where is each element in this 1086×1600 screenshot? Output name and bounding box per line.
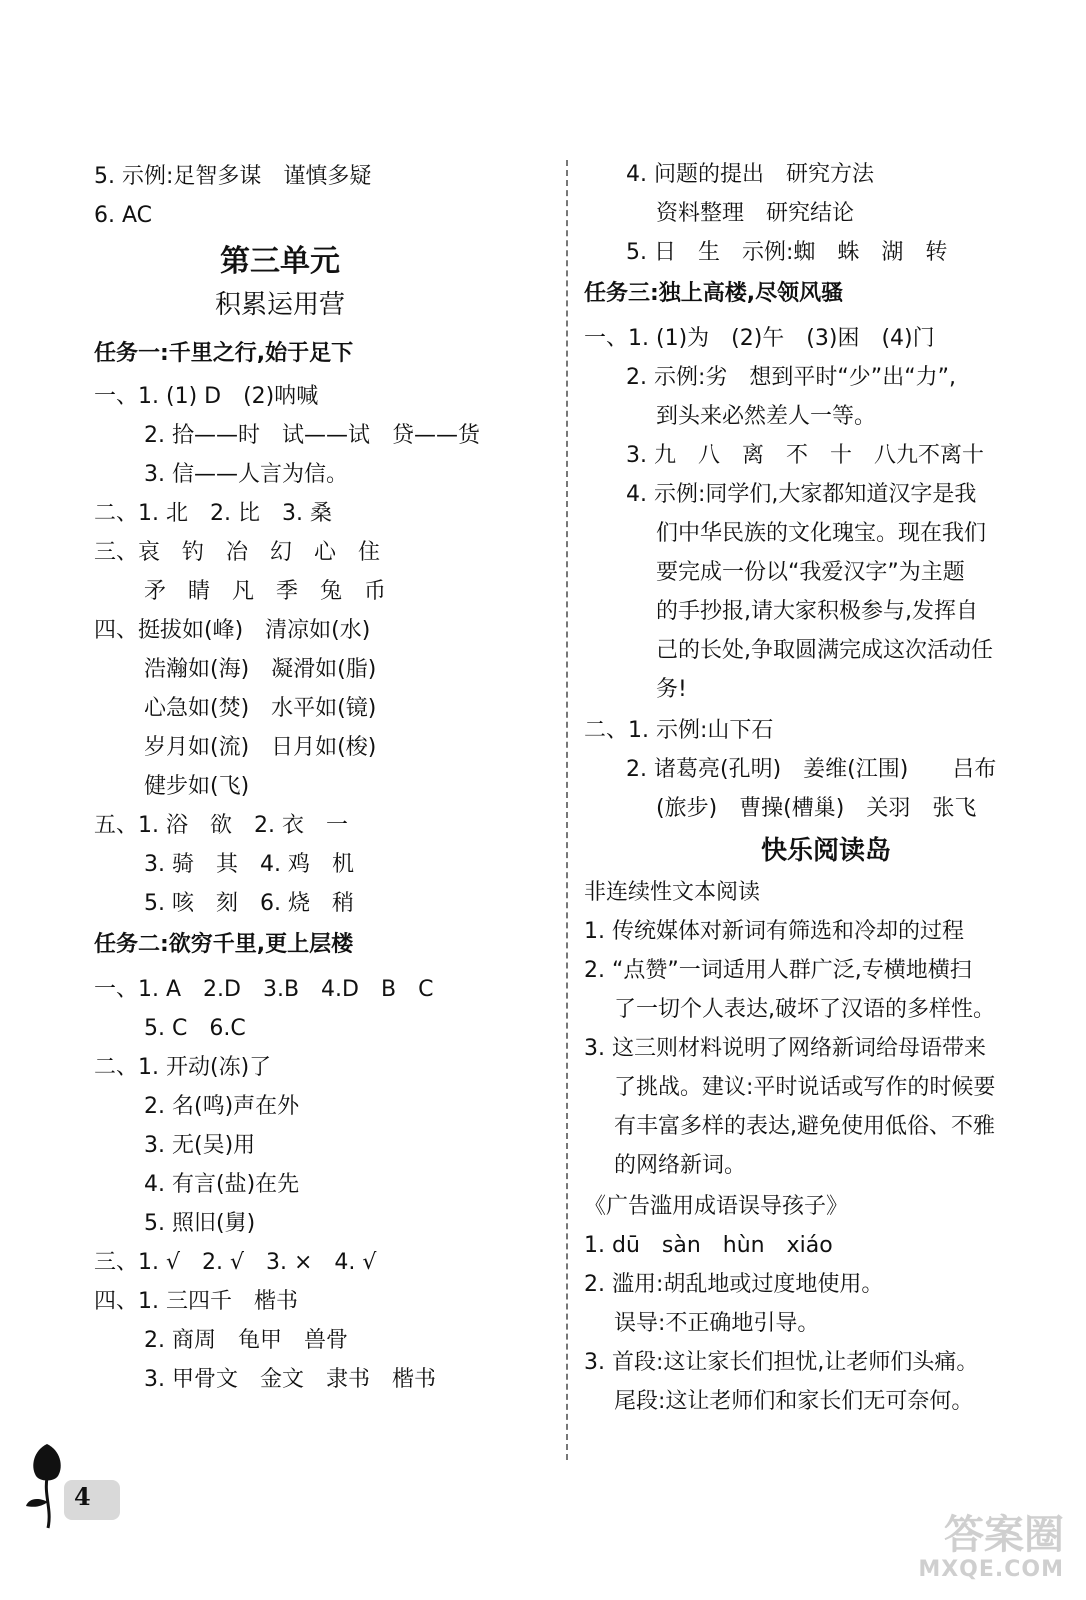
answer-line: 5. 示例:足智多谋 谨慎多疑	[94, 164, 372, 189]
answer-line: 们中华民族的文化瑰宝。现在我们	[656, 521, 987, 546]
answer-line: 3. 这三则材料说明了网络新词给母语带来	[584, 1036, 986, 1061]
answer-line: 1. 传统媒体对新词有筛选和冷却的过程	[584, 919, 964, 944]
answer-line: 4. 有言(盐)在先	[144, 1172, 300, 1197]
answer-line: 二、1. 北 2. 比 3. 桑	[94, 501, 332, 526]
column-divider	[566, 160, 568, 1460]
answer-line: 三、1. √ 2. √ 3. × 4. √	[94, 1250, 377, 1275]
answer-line: 5. 日 生 示例:蜘 蛛 湖 转	[626, 240, 948, 265]
answer-line: (旅步) 曹操(槽巢) 关羽 张飞	[656, 796, 977, 821]
answer-line: 岁月如(流) 日月如(梭)	[144, 735, 377, 760]
answer-line: 一、1. (1)为 (2)午 (3)困 (4)门	[584, 326, 935, 351]
answer-line: 2. 拾——时 试——试 贷——货	[144, 423, 480, 448]
answer-line: 3. 首段:这让家长们担忧,让老师们头痛。	[584, 1350, 979, 1375]
answer-line: 5. 照旧(舅)	[144, 1211, 256, 1236]
section-title: 积累运用营	[214, 290, 345, 320]
answer-line: 3. 信——人言为信。	[144, 462, 348, 487]
answer-line: 6. AC	[94, 203, 153, 228]
answer-line: 浩瀚如(海) 凝滑如(脂)	[144, 657, 377, 682]
answer-line: 误导:不正确地引导。	[614, 1311, 820, 1336]
answer-line: 有丰富多样的表达,避免使用低俗、不雅	[614, 1114, 995, 1139]
answer-line: 3. 九 八 离 不 十 八九不离十	[626, 443, 984, 468]
task-heading: 任务三:独上高楼,尽领风骚	[584, 281, 844, 306]
answer-line: 2. “点赞”一词适用人群广泛,专横地横扫	[584, 958, 972, 983]
answer-line: 心急如(焚) 水平如(镜)	[144, 696, 377, 721]
watermark	[894, 1513, 1064, 1582]
answer-line: 尾段:这让老师们和家长们无可奈何。	[614, 1389, 974, 1414]
answer-line: 3. 无(吴)用	[144, 1133, 256, 1158]
answer-line: 的网络新词。	[614, 1153, 747, 1178]
unit-title: 第三单元	[220, 244, 340, 279]
answer-line: 3. 甲骨文 金文 隶书 楷书	[144, 1367, 436, 1392]
subsection-label: 《广告滥用成语误导孩子》	[584, 1194, 849, 1219]
answer-line: 3. 骑 其 4. 鸡 机	[144, 852, 354, 877]
subsection-label: 非连续性文本阅读	[584, 880, 761, 905]
answer-line: 2. 商周 龟甲 兽骨	[144, 1328, 348, 1353]
answer-line: 5. 咳 刻 6. 烧 稍	[144, 891, 354, 916]
page-number-badge	[64, 1480, 120, 1520]
answer-line: 4. 问题的提出 研究方法	[626, 162, 874, 187]
answer-line: 4. 示例:同学们,大家都知道汉字是我	[626, 482, 977, 507]
watermark-logo: 答案圈	[944, 1512, 1064, 1558]
section-title: 快乐阅读岛	[760, 836, 891, 866]
task-heading: 任务二:欲穷千里,更上层楼	[94, 932, 354, 957]
page-number: 4	[74, 1482, 91, 1511]
answer-line: 务!	[656, 677, 687, 702]
answer-line: 一、1. (1) D (2)呐喊	[94, 384, 319, 409]
answer-line: 二、1. 示例:山下石	[584, 718, 774, 743]
answer-line: 2. 滥用:胡乱地或过度地使用。	[584, 1272, 884, 1297]
answer-line: 己的长处,争取圆满完成这次活动任	[656, 638, 993, 663]
answer-line: 了挑战。建议:平时说话或写作的时候要	[614, 1075, 996, 1100]
answer-line: 矛 睛 凡 季 兔 币	[144, 579, 387, 604]
answer-line: 五、1. 浴 欲 2. 衣 一	[94, 813, 348, 838]
task-heading: 任务一:千里之行,始于足下	[94, 341, 354, 366]
answer-line: 2. 名(鸣)声在外	[144, 1094, 300, 1119]
answer-line: 要完成一份以“我爱汉字”为主题	[656, 560, 965, 585]
answer-line: 四、挺拔如(峰) 清凉如(水)	[94, 618, 371, 643]
answer-line: 健步如(飞)	[144, 774, 250, 799]
watermark-url: MXQE.COM	[918, 1557, 1064, 1582]
answer-line: 二、1. 开动(冻)了	[94, 1055, 272, 1080]
answer-line: 5. C 6.C	[144, 1016, 246, 1041]
answer-line: 的手抄报,请大家积极参与,发挥自	[656, 599, 978, 624]
answer-line: 四、1. 三四千 楷书	[94, 1289, 298, 1314]
answer-line: 资料整理 研究结论	[656, 201, 855, 226]
answer-line: 1. dū sàn hùn xiáo	[584, 1233, 833, 1258]
answer-line: 2. 示例:劣 想到平时“少”出“力”,	[626, 365, 956, 390]
answer-line: 了一切个人表达,破坏了汉语的多样性。	[614, 997, 995, 1022]
answer-line: 到头来必然差人一等。	[656, 404, 877, 429]
answer-line: 2. 诸葛亮(孔明) 姜维(江围) 吕布	[626, 757, 997, 782]
answer-line: 一、1. A 2.D 3.B 4.D B C	[94, 977, 434, 1002]
answer-line: 三、哀 钓 冶 幻 心 住	[94, 540, 381, 565]
